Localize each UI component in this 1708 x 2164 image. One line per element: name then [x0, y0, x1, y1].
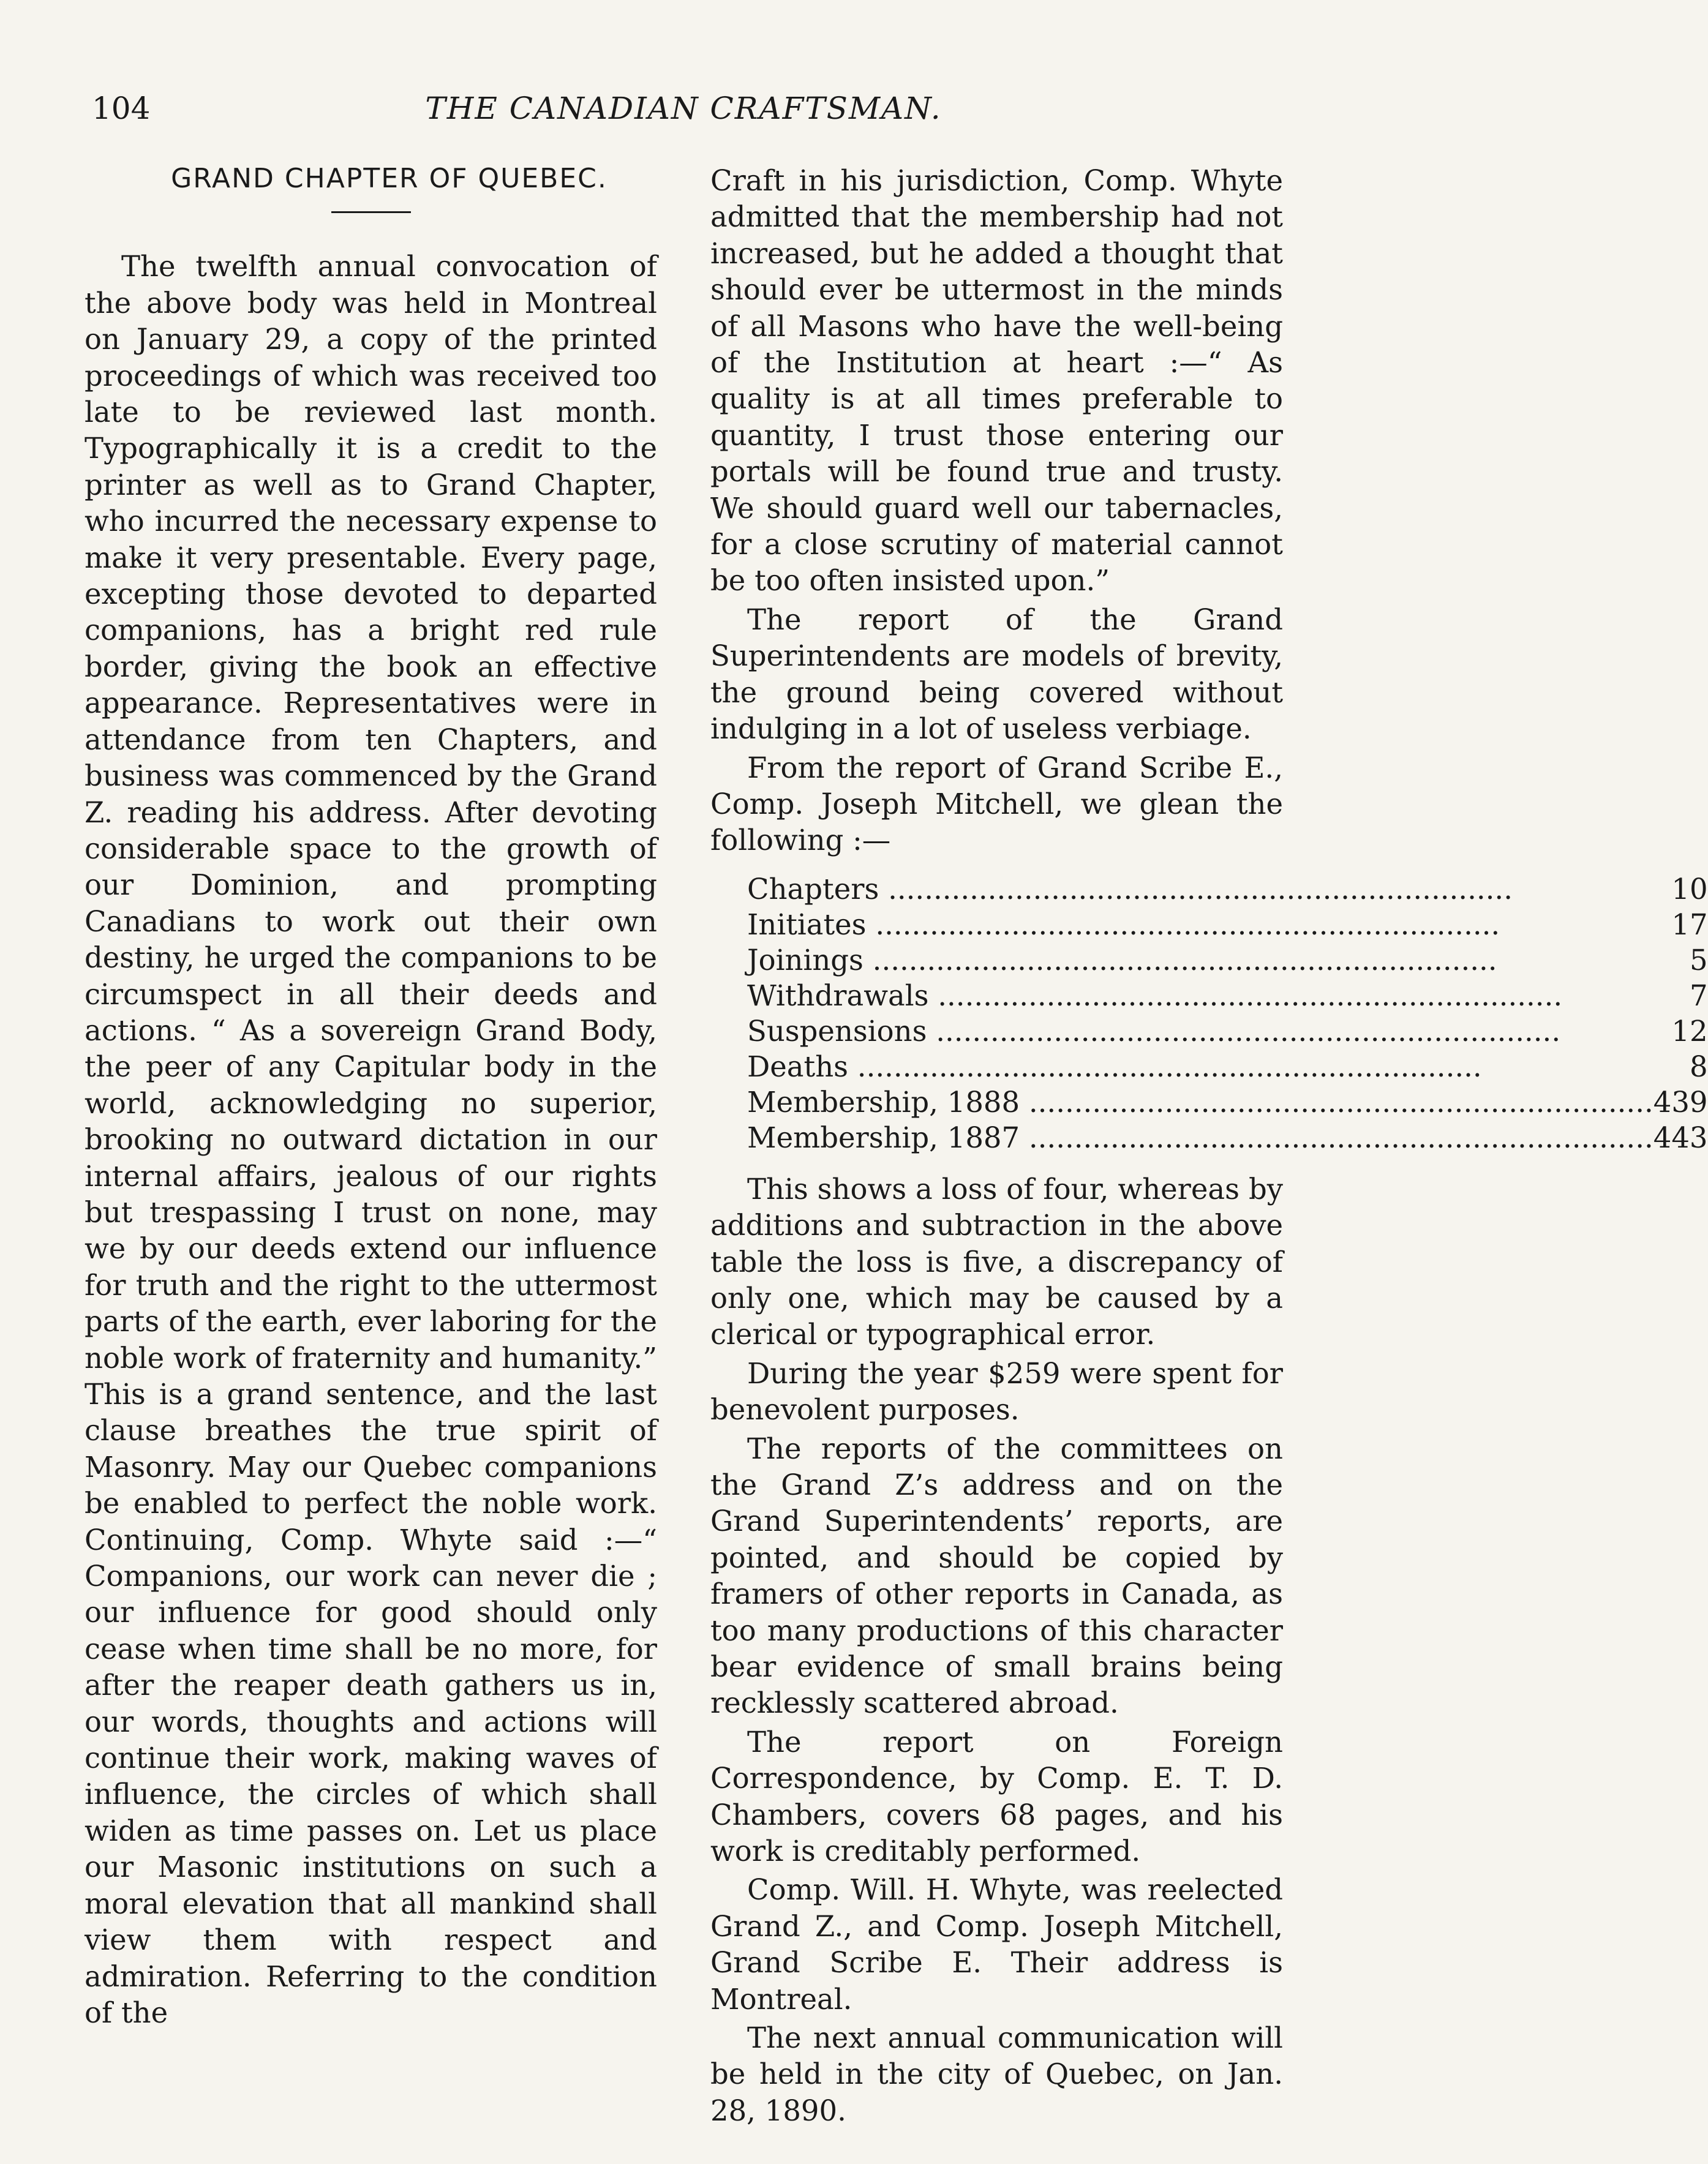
left-paragraph: The twelfth annual convocation of the above body was held in Montreal on January 29, a copy of the printed proceedings of which was received too late to be reviewed last month. Typographically it is a credit to the printer as well as to Grand Chapter, who incurred the necessary expense to make it very presentable. Every page, excepting those devoted to departed companions, has a bright red rule border, giving the book an effective appearance. Representatives were in attendance from ten Chapters, and business was commenced by the Grand Z. reading his address. After devoting considerable space to the growth of our Dominion, and prompting Canadians to work out their own destiny, he urged the companions to be circumspect in all their deeds and actions. “ As a sovereign Grand Body, the peer of any Capitular body in the world, acknowledging no superior, brooking no outward dictation in our internal affairs, jealous of our rights but trespassing I trust on none, may we by our deeds extend our influence for truth and the right to the uttermost parts of the earth, ever laboring for the noble work of fraternity and humanity.” This is a grand sentence, and the last clause breathes the true spirit of Masonry. May our Quebec companions be enabled to perfect the noble work. Continuing, Comp. Whyte said :—“ Companions, our work can never die ; our influence for good should only cease when time shall be no more, for after the reaper death gathers us in, our words, thoughts and actions will continue their work, making waves of influence, the circles of which shall widen as time passes on. Let us place our Masonic institutions on such a moral elevation that all mankind shall view them with respect and admiration. Referring to the condition of the: [85, 250, 657, 2029]
stat-row: [747, 1049, 1708, 1084]
right-column: [710, 160, 1708, 2129]
stat-label: Joinings .....: [747, 942, 1653, 978]
stat-value: 5: [1689, 943, 1708, 977]
right-paragraph: During the year $259 were spent for benevolent purposes.: [710, 1356, 1283, 1427]
right-paragraph: The next annual communication will be held in the city of Quebec, on Jan. 28, 1890.: [710, 2021, 1283, 2127]
stat-value: 7: [1689, 979, 1708, 1012]
right-paragraph: This shows a loss of four, whereas by additions and subtraction in the above table the loss is five, a discrepancy of only one, which may be caused by a clerical or typographical error.: [710, 1172, 1283, 1351]
stat-row: [747, 1013, 1708, 1049]
stat-row: [747, 942, 1708, 978]
stat-value: 10: [1671, 872, 1708, 906]
stat-label: Initiates .....: [747, 907, 1653, 942]
stat-row: [747, 978, 1708, 1013]
running-title: THE CANADIAN CRAFTSMAN.: [425, 91, 942, 126]
heading-rule: [331, 211, 411, 213]
right-paragraph: Craft in his jurisdiction, Comp. Whyte admitted that the membership had not increased, but he added a thought that should ever be uttermost in the minds of all Masons who have the well-being of the Institution at heart :—“ As quality is at all times preferable to quantity, I trust those entering our portals will be found true and trusty. We should guard well our tabernacles, for a close scrutiny of material cannot be too often insisted upon.”: [710, 164, 1283, 598]
stat-label: Withdrawals .....: [747, 978, 1653, 1013]
stat-value: 8: [1689, 1050, 1708, 1083]
page-header: [92, 91, 1275, 133]
stat-label: Chapters .....: [747, 871, 1653, 907]
stat-label: Membership, 1887 .....: [747, 1120, 1653, 1155]
stat-label: Membership, 1888 .....: [747, 1084, 1653, 1120]
left-column: [85, 160, 657, 2031]
stat-row: [747, 907, 1708, 942]
stat-value: 17: [1671, 907, 1708, 941]
stat-row: [747, 871, 1708, 907]
page-number: 104: [92, 91, 151, 126]
stat-row: [747, 1120, 1708, 1155]
stat-label: Suspensions .....: [747, 1013, 1653, 1049]
right-paragraph: The report on Foreign Correspondence, by Comp. E. T. D. Chambers, covers 68 pages, and his work is creditably performed.: [710, 1725, 1283, 1868]
article-heading: GRAND CHAPTER OF QUEBEC.: [171, 163, 608, 194]
stat-label: Deaths .....: [747, 1049, 1653, 1084]
stat-value: 443: [1653, 1121, 1708, 1154]
stat-row: [747, 1084, 1708, 1120]
right-paragraph: The reports of the committees on the Grand Z’s address and on the Grand Superintendents’ reports, are pointed, and should be copied by framers of other reports in Canada, as too many productions of this character bear evidence of small brains being recklessly scattered abroad.: [710, 1432, 1283, 1720]
stat-value: 12: [1671, 1014, 1708, 1048]
right-paragraph: The report of the Grand Superintendents are models of brevity, the ground being covered without indulging in a lot of useless verbiage.: [710, 603, 1283, 746]
right-paragraph: From the report of Grand Scribe E., Comp. Joseph Mitchell, we glean the following :—: [710, 751, 1283, 857]
right-paragraph: Comp. Will. H. Whyte, was reelected Grand Z., and Comp. Joseph Mitchell, Grand Scribe E. Their address is Montreal.: [710, 1873, 1283, 2016]
stat-value: 439: [1653, 1085, 1708, 1119]
statistics-table: [747, 871, 1708, 1155]
